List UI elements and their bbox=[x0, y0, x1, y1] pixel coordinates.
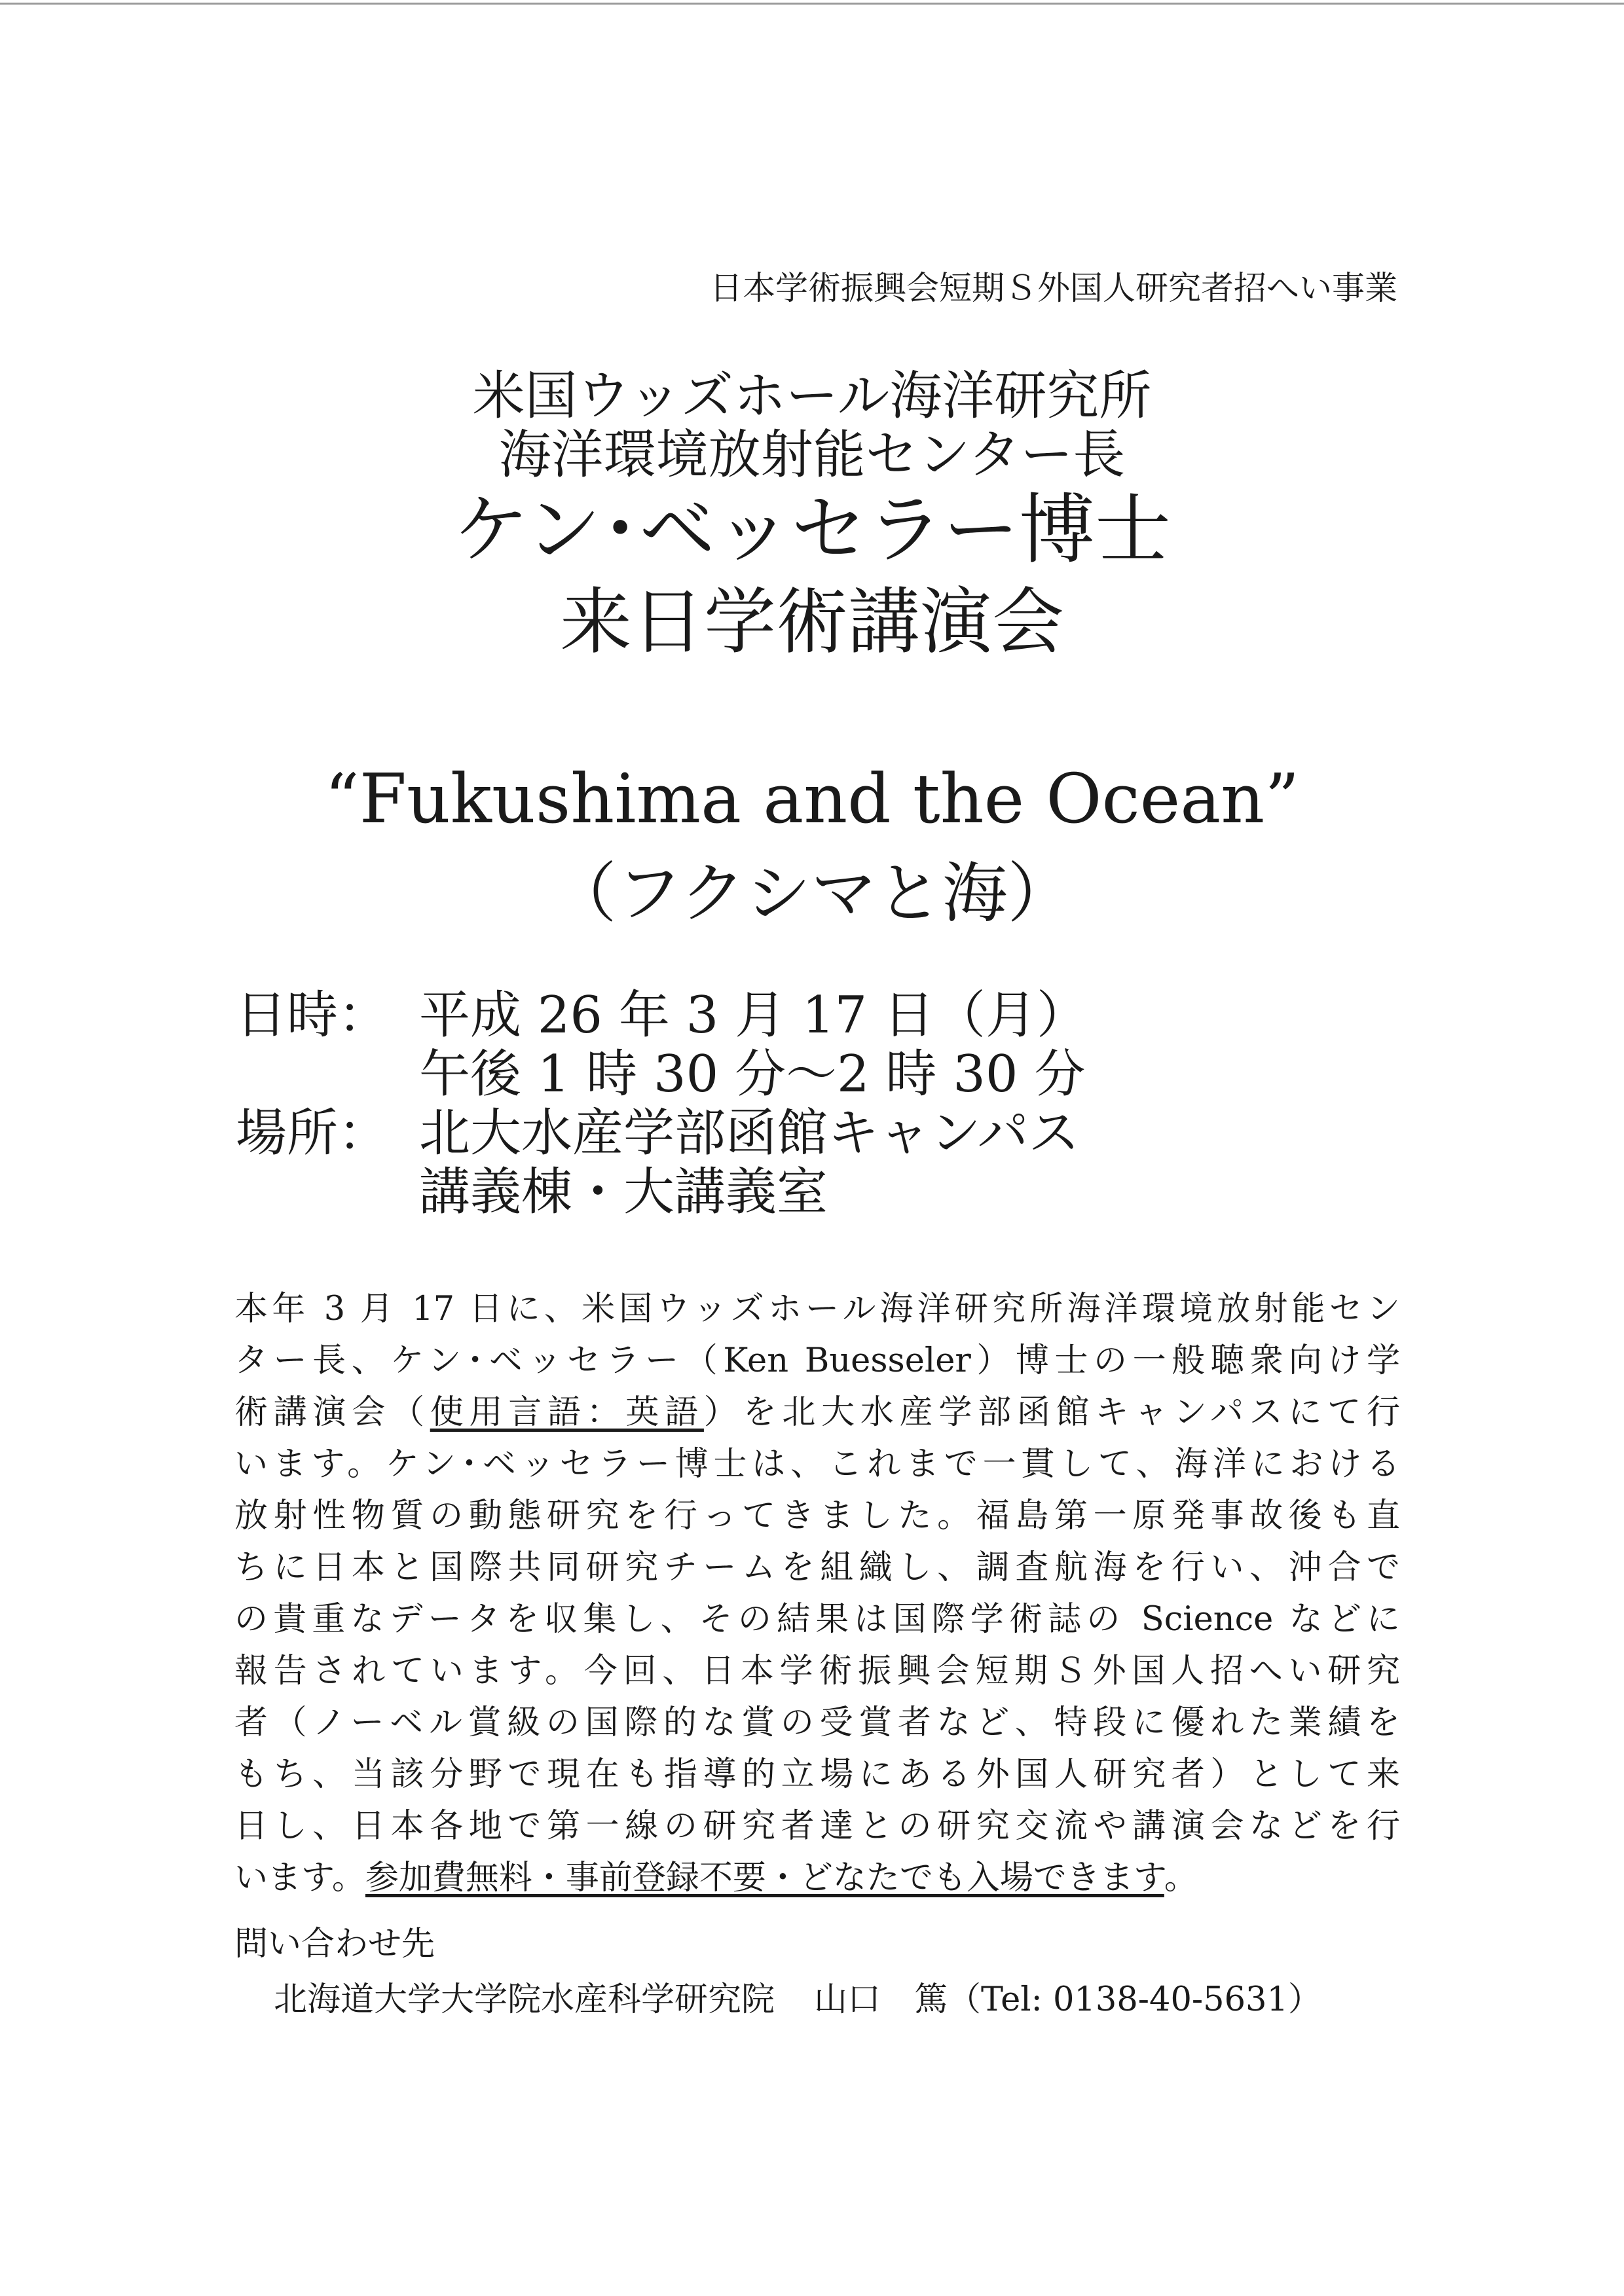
language-note: 使用言語：英語 bbox=[430, 1393, 704, 1432]
body-line: ちに日本と国際共同研究チームを組織し、調査航海を行い、沖合で bbox=[234, 1548, 1400, 1587]
schedule-date-row bbox=[236, 987, 1088, 1044]
contact-details bbox=[274, 1980, 1321, 2020]
body-text-segment: 。 bbox=[1164, 1859, 1198, 1897]
date-label: 日時： bbox=[236, 986, 390, 1045]
body-line bbox=[234, 1387, 1400, 1438]
schedule-place-row bbox=[236, 1105, 1080, 1161]
organization-line-1: 米国ウッズホール海洋研究所 bbox=[472, 365, 1152, 426]
body-line: ター長、ケン･ベッセラー（Ken Buesseler）博士の一般聴衆向け学 bbox=[234, 1341, 1400, 1380]
body-line: 日し、日本各地で第一線の研究者達との研究交流や講演会などを行 bbox=[234, 1807, 1400, 1846]
date-value: 平成 26 年 3 月 17 日（月） bbox=[419, 986, 1088, 1045]
sponsor-line: 日本学術振興会短期Ｓ外国人研究者招へい事業 bbox=[710, 269, 1397, 307]
description-paragraph bbox=[234, 1283, 1400, 1904]
body-line: 者（ノーベル賞級の国際的な賞の受賞者など、特段に優れた業績を bbox=[234, 1704, 1400, 1742]
body-line: 本年 3 月 17 日に、米国ウッズホール海洋研究所海洋環境放射能セン bbox=[234, 1290, 1400, 1328]
organization-line-2: 海洋環境放射能センター長 bbox=[498, 424, 1126, 485]
body-text-segment: 術講演会（ bbox=[234, 1393, 430, 1432]
lecture-title-japanese: （フクシマと海） bbox=[551, 855, 1073, 932]
speaker-name: ケン･ベッセラー博士 bbox=[452, 486, 1172, 574]
body-text-segment: います。 bbox=[234, 1859, 365, 1897]
time-value: 午後 1 時 30 分～2 時 30 分 bbox=[419, 1045, 1086, 1104]
top-border-line bbox=[0, 3, 1624, 5]
body-line bbox=[234, 1852, 1400, 1904]
contact-name: 山口 篤 bbox=[814, 1980, 948, 2019]
lecture-title-english: “Fukushima and the Ocean” bbox=[324, 759, 1300, 839]
place-value-2: 講義棟・大講義室 bbox=[419, 1163, 828, 1222]
place-value-1: 北大水産学部函館キャンパス bbox=[419, 1104, 1080, 1163]
admission-note: 参加費無料・事前登録不要・どなたでも入場できます bbox=[365, 1859, 1164, 1897]
body-line: 放射性物質の動態研究を行ってきました。福島第一原発事故後も直 bbox=[234, 1497, 1400, 1535]
schedule-time-row bbox=[236, 1046, 1085, 1102]
body-line: 報告されています。今回、日本学術振興会短期Ｓ外国人招へい研究 bbox=[234, 1652, 1400, 1690]
body-text-segment: ）を北大水産学部函館キャンパスにて行 bbox=[703, 1393, 1400, 1432]
place-label: 場所： bbox=[236, 1104, 390, 1163]
body-line: います。ケン･ベッセラー博士は、これまで一貫して、海洋における bbox=[234, 1445, 1400, 1484]
schedule-place-row-2 bbox=[236, 1164, 828, 1220]
contact-tel: （Tel: 0138-40-5631） bbox=[948, 1980, 1321, 2019]
body-line: もち、当該分野で現在も指導的立場にある外国人研究者）として来 bbox=[234, 1755, 1400, 1794]
contact-institution: 北海道大学大学院水産科学研究院 bbox=[274, 1980, 775, 2019]
event-title: 来日学術講演会 bbox=[560, 580, 1064, 664]
contact-label: 問い合わせ先 bbox=[234, 1925, 435, 1963]
body-line: の貴重なデータを収集し、その結果は国際学術誌の Science などに bbox=[234, 1600, 1400, 1639]
